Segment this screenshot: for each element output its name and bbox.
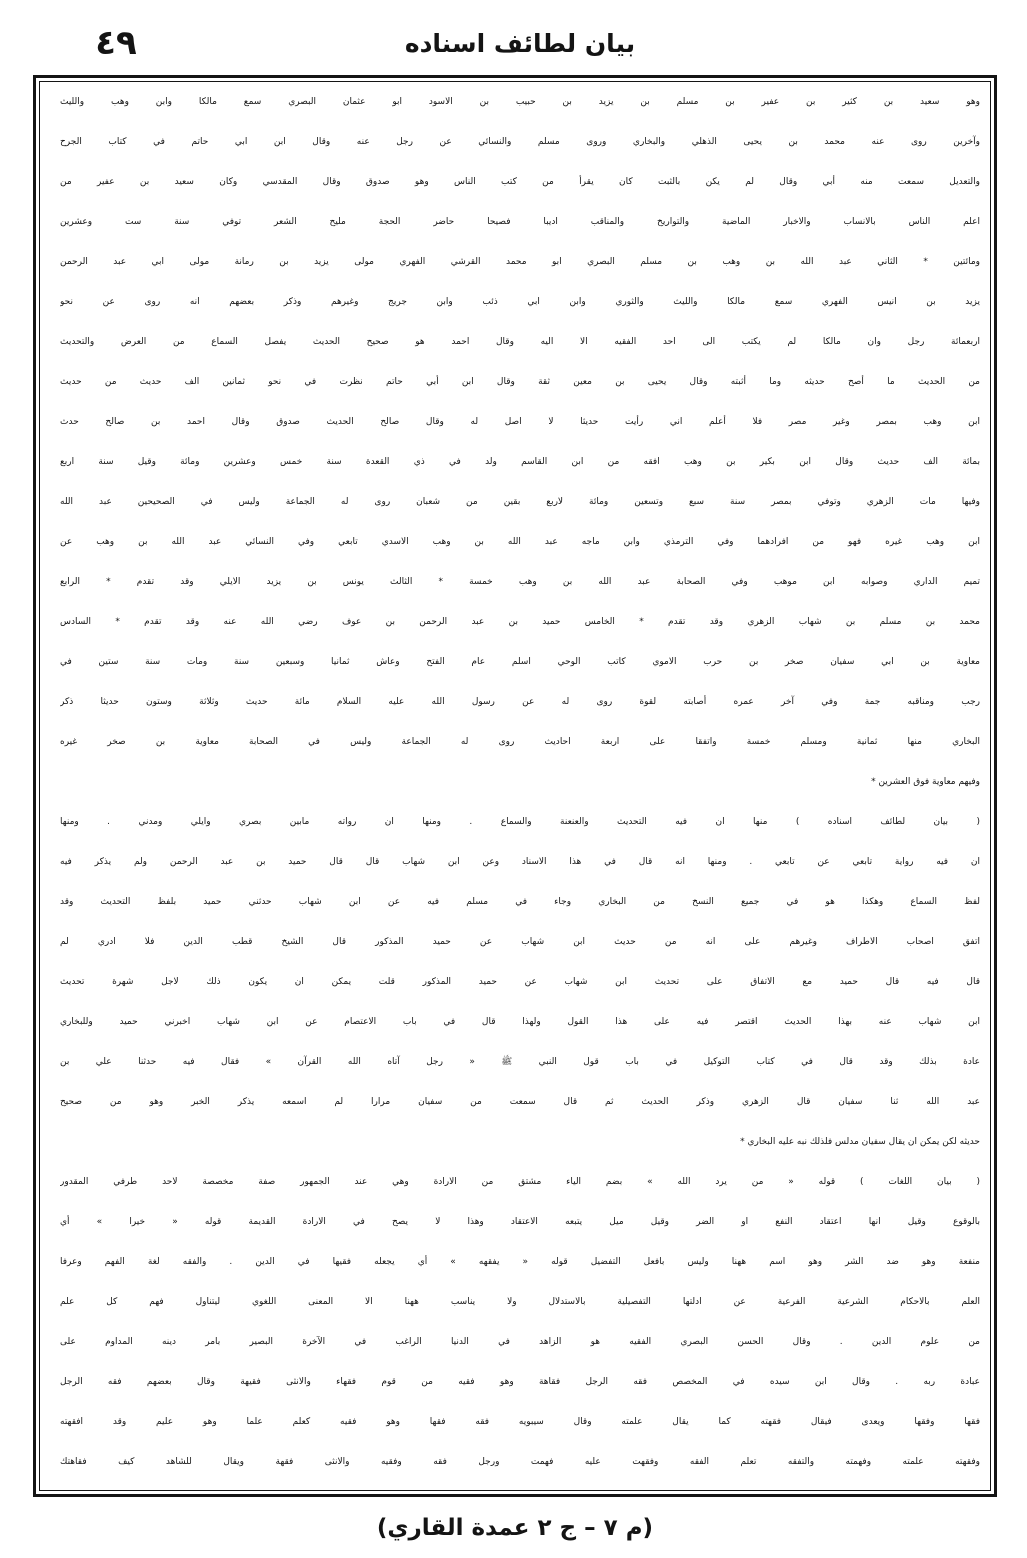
signature-footer: (م ٧ – ج ٢ عمدة القاري) [376, 1515, 654, 1541]
text-line: عبد الله ثنا سفيان قال الزهري وذكر الحديث ثم قال سمعت من سفيان مرارا لم اسمعه يذكر الخبر وهو من صحيح [60, 1097, 980, 1107]
text-line: حديثه لكن يمكن ان يقال سفيان مدلس فلذلك نبه عليه البخاري * [740, 1137, 980, 1147]
text-line: عادة بذلك وقد قال في كتاب التوكيل في باب قول النبي ﷺ « رجل آتاه الله القرآن » فقال فيه حدثنا علي بن [60, 1057, 980, 1067]
text-line: ابن شهاب عنه بهذا الحديث اقتصر فيه على هذا القول ولهذا قال في باب الاعتصام عن ابن شهاب اخبرني حميد وللبخاري [60, 1017, 980, 1027]
text-line: ومائتين * الثاني عبد الله بن وهب بن مسلم البصري ابو محمد القرشي الفهري مولى يزيد بن رمانة مولى ابي عبد الرحمن [60, 257, 980, 267]
text-line: يزيد بن انيس الفهري سمع مالكا والليث والثوري وابن ابي ذئب وابن جريج وغيرهم وذكر بعضهم انه روى عن نحو [60, 297, 980, 307]
text-line: ( بيان اللغات ) قوله « من يرد الله » بضم الياء مشتق من الارادة وهي عند الجمهور صفة مخصصة لاحد طرفي المقدور [60, 1177, 980, 1187]
paragraph-isnad-subtleties [60, 802, 980, 1162]
text-line: اتفق اصحاب الاطراف وغيرهم على انه من حديث ابن شهاب عن حميد المذكور قال الشيخ قطب الدين فلا ادري لم [60, 937, 980, 947]
text-line: وفيهم معاوية فوق العشرين * [871, 777, 980, 787]
text-line: رجب ومناقبه جمة وفي آخر عمره أصابته لقوة روى له عن رسول الله عليه السلام مائة حديث وثلاثة وستون حديثا ذكر [60, 697, 980, 707]
page-number: ٤٩ [95, 23, 137, 63]
paragraph-lexicon [60, 1162, 980, 1482]
text-line: اربعمائة رجل وان مالكا لم يكتب الى احد الفقيه الا اليه وقال احمد هو صحيح الحديث يفصل السماع من العرض والتحديث [60, 337, 980, 347]
text-line: تميم الداري وصوابه ابن موهب وفي الصحابة عبد الله بن وهب خمسة * الثالث يونس بن يزيد الايلي وقد تقدم * الرابع [60, 577, 980, 587]
text-line: عبادة ربه . وقال ابن سيده في المخصص فقه الرجل فقاهة وهو فقيه من قوم فقهاء والانثى فقيهة وقال بعضهم فقه الرجل [60, 1377, 980, 1387]
text-line: والتعديل سمعت منه أبي وقال لم يكن بالثبت كان يقرأ من كتب الناس وهو صدوق وقال المقدسي وكان سعيد بن عفير من [60, 177, 980, 187]
text-frame [33, 75, 997, 1497]
text-line: اعلم الناس بالانساب والاخبار الماضية والتواريخ والمناقب اديبا فصيحا حاضر الحجة مليح الشعر توفي سنة ست وعشرين [60, 217, 980, 227]
running-title: بيان لطائف اسناده [404, 29, 636, 58]
text-block [39, 81, 991, 1491]
text-line: محمد بن مسلم بن شهاب الزهري وقد تقدم * الخامس حميد بن عبد الرحمن بن عوف رضي الله عنه وقد تقدم * السادس [60, 617, 980, 627]
text-line: وفيها مات الزهري وتوفي بمصر سنة سبع وتسعين ومائة لاربع بقين من شعبان روى له الجماعة وليس في الصحيحين عبد الله [60, 497, 980, 507]
text-line: البخاري منها ثمانية ومسلم خمسة واتفقا على اربعة احاديث روى له الجماعة وليس في الصحابة معاوية بن صخر غيره [60, 737, 980, 747]
text-line: بالوقوع وقيل انها اعتقاد النفع او الضر وقيل ميل يتبعه الاعتقاد وهذا لا يصح في الارادة القديمة قوله « خيرا » أي [60, 1217, 980, 1227]
text-line: من علوم الدين . وقال الحسن البصري الفقيه هو الزاهد في الدنيا الراغب في الآخرة البصير بامر دينه المداوم على [60, 1337, 980, 1347]
paragraph-narrators [60, 82, 980, 802]
text-line: معاوية بن ابي سفيان صخر بن حرب الاموي كاتب الوحي اسلم عام الفتح وعاش ثمانيا وسبعين سنة ومات سنة ستين في [60, 657, 980, 667]
text-line: ( بيان لطائف اسناده ) منها ان فيه التحديث والعنعنة والسماع . ومنها ان رواته مابين بصري وايلي ومدني . ومنها [60, 817, 980, 827]
text-line: وفقهته علمته وفهمته والتفقه تعلم الفقه وفقهت عليه فهمت ورجل فقه وفقيه والانثى فقهة ويقال للشاهد كيف فقاهتك [60, 1457, 980, 1467]
text-line: بمائة الف حديث وقال ابن بكير بن وهب افقه من ابن القاسم ولد في ذي القعدة سنة خمس وعشرين ومائة وقيل سنة اربع [60, 457, 980, 467]
text-line: منفعة وهو ضد الشر وهو اسم ههنا وليس بافعل التفضيل قوله « يفقهه » أي يجعله فقيها في الدين . والفقه لغة الفهم وعرفا [60, 1257, 980, 1267]
text-line: من الحديث ما أصح حديثه وما أثبته وقال يحيى بن معين ثقة وقال ابن أبي حاتم نظرت في نحو ثمانين الف حديث من حديث [60, 377, 980, 387]
text-line: فقها وفقها ويعدى فيقال فقهته كما يقال علمته وقال سيبويه فقه فقها وهو فقيه كعلم علما وهو عليم وقد افقهته [60, 1417, 980, 1427]
text-line: قال فيه قال حميد مع الاتفاق على تحديث ابن شهاب عن حميد المذكور قلت يمكن ان يكون ذلك لاجل شهرة تحديث [60, 977, 980, 987]
text-line: العلم بالاحكام الشرعية الفرعية عن ادلتها التفصيلية بالاستدلال ولا يناسب ههنا الا المعنى اللغوي ليتناول فهم كل علم [60, 1297, 980, 1307]
text-line: ابن وهب غيره فهو من افرادهما وفي الترمذي وابن ماجه عبد الله بن وهب الاسدي تابعي وفي النسائي عبد الله بن وهب عن [60, 537, 980, 547]
text-line: ان فيه رواية تابعي عن تابعي . ومنها انه قال في هذا الاسناد وعن ابن شهاب قال قال حميد بن عبد الرحمن ولم يذكر فيه [60, 857, 980, 867]
text-line: وآخرين روى عنه محمد بن يحيى الذهلي والبخاري وروى مسلم والنسائي عن رجل عنه وقال ابن ابي حاتم في كتاب الجرح [60, 137, 980, 147]
text-line: وهو سعيد بن كثير بن عفير بن مسلم بن يزيد بن حبيب بن الاسود ابو عثمان البصري سمع مالكا وابن وهب والليث [60, 97, 980, 107]
text-line: ابن وهب بمصر وغير مصر فلا أعلم اني رأيت حديثا لا اصل له وقال صالح الحديث صدوق وقال احمد بن صالح حدث [60, 417, 980, 427]
text-line: لفظ السماع وهكذا هو في جميع النسخ من البخاري وجاء في مسلم فيه عن ابن شهاب حدثني حميد بلفظ التحديث وقد [60, 897, 980, 907]
